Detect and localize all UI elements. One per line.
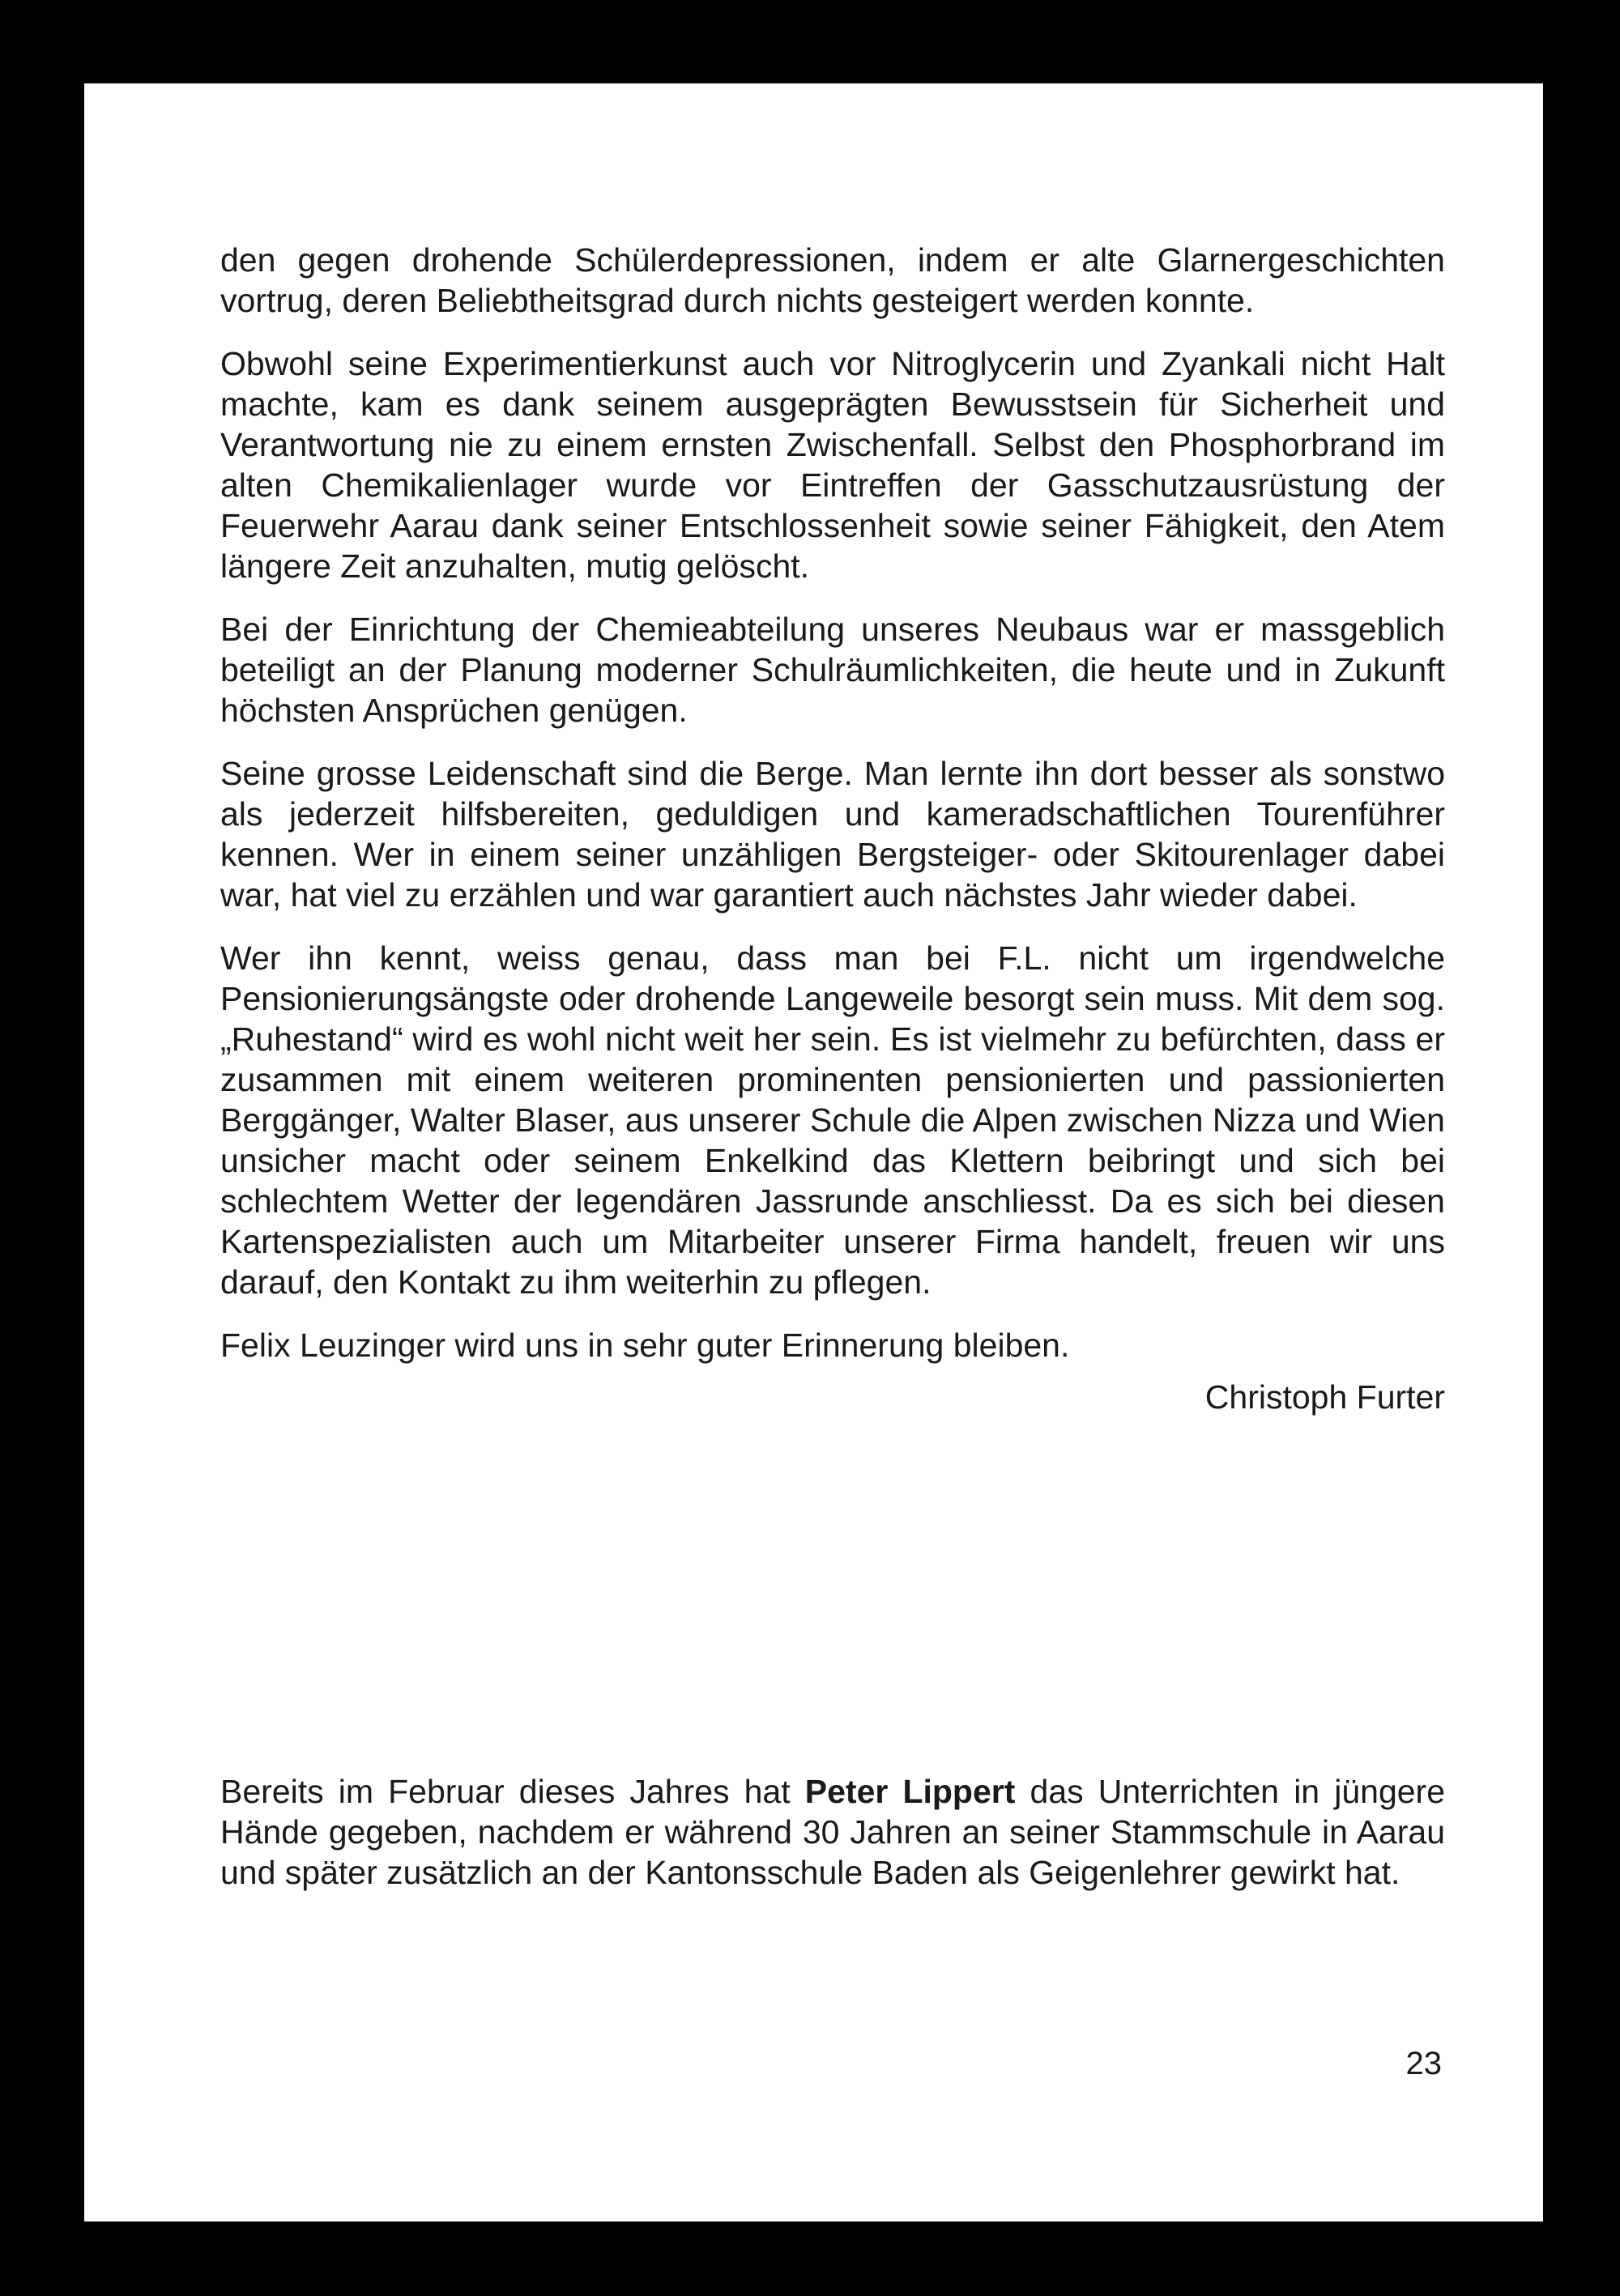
page-number: 23 bbox=[1405, 2046, 1442, 2081]
paragraph-mountains: Seine grosse Leidenschaft sind die Berge. Man lernte ihn dort besser als sonstwo als jederzeit hilfsbereiten, geduldigen und kameradschaftlichen Tourenführer kennen. Wer in einem seiner unzähligen Bergsteiger- oder Skitourenlager dabei war, hat viel zu erzählen und war garantiert auch nächstes Jahr wieder dabei. bbox=[220, 755, 1445, 914]
paragraph-retirement: Wer ihn kennt, weiss genau, dass man bei F.L. nicht um irgendwelche Pensionierungsängste oder drohende Langeweile besorgt sein muss. Mit dem sog. „Ruhestand“ wird es wohl nicht weit her sein. Es ist vielmehr zu befürchten, dass er zusammen mit einem weiteren prominenten pensionierten und passionierten Berggänger, Walter Blaser, aus unserer Schule die Alpen zwischen Nizza und Wien unsicher macht oder seinem Enkelkind das Klettern beibringt und sich bei schlechtem Wetter der legendären Jassrunde anschliesst. Da es sich bei diesen Kartenspezialisten auch um Mitarbeiter unserer Firma handelt, freuen wir uns darauf, den Kontakt zu ihm weiterhin zu pflegen. bbox=[220, 939, 1445, 1301]
article-body bbox=[220, 240, 1445, 1417]
paragraph-farewell: Felix Leuzinger wird uns in sehr guter Erinnerung bleiben. bbox=[220, 1327, 1070, 1364]
lippert-text-before: Bereits im Februar dieses Jahres hat bbox=[220, 1773, 805, 1810]
paragraph-safety: Obwohl seine Experimentierkunst auch vor Nitroglycerin und Zyankali nicht Halt machte, kam es dank seinem ausgeprägten Bewusstsein für Sicherheit und Verantwortung nie zu einem ernsten Zwischenfall. Selbst den Phosphorbrand im alten Chemikalienlager wurde vor Eintreffen der Gasschutzausrüstung der Feuerwehr Aarau dank seiner Entschlossenheit sowie seiner Fähigkeit, den Atem längere Zeit anzuhalten, mutig gelöscht. bbox=[220, 345, 1445, 585]
author-signature: Christoph Furter bbox=[1204, 1378, 1445, 1416]
lippert-name: Peter Lippert bbox=[804, 1773, 1016, 1810]
document-page bbox=[84, 83, 1543, 2221]
paragraph-glarner-stories: den gegen drohende Schülerdepressionen, indem er alte Glarnergeschichten vortrug, deren Beliebtheitsgrad durch nichts gesteigert werden konnte. bbox=[220, 241, 1445, 319]
paragraph-chemistry-department: Bei der Einrichtung der Chemieabteilung unseres Neubaus war er massgeblich beteiligt an der Planung moderner Schulräumlichkeiten, die heute und in Zukunft höchsten Ansprüchen genügen. bbox=[220, 611, 1445, 729]
lippert-text-after: das Unterrichten in jüngere Hände gegeben, nachdem er während 30 Jahren an seiner Stammschule in Aarau und später zusätzlich an der Kantonsschule Baden als Geigenlehrer gewirkt hat. bbox=[220, 1773, 1445, 1891]
paragraph-peter-lippert bbox=[220, 1771, 1445, 1893]
